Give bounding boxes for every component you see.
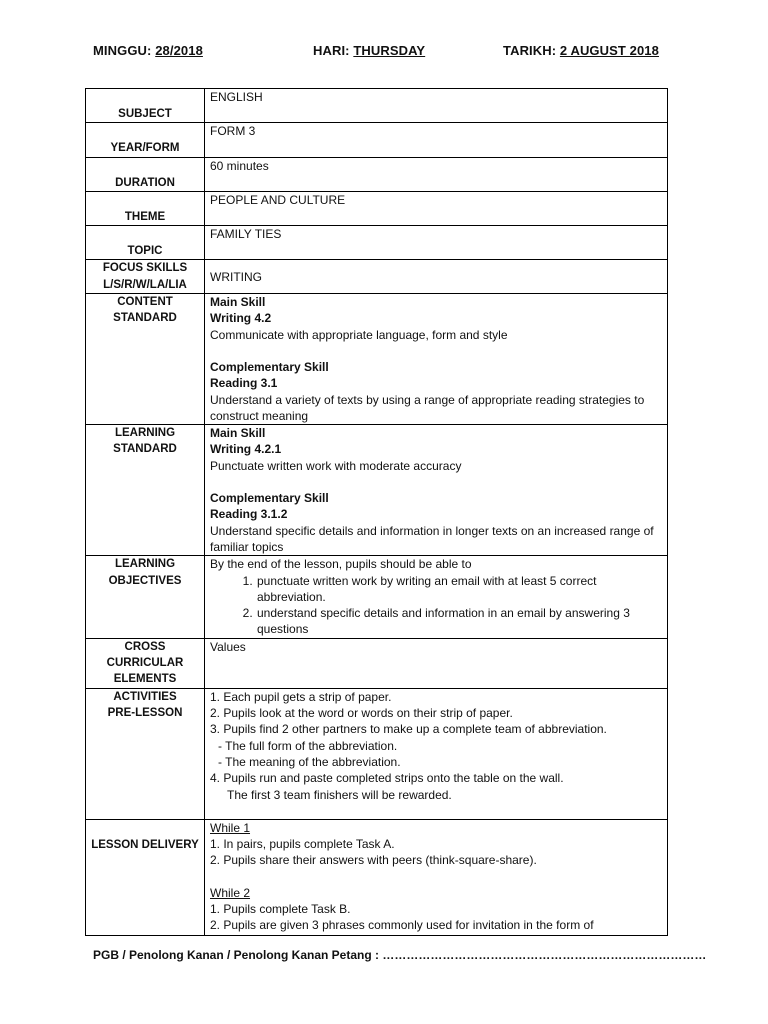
content-standard-cell	[205, 294, 668, 425]
learning-main-skill-title: Main Skill	[210, 426, 266, 441]
activity-line: 1. Each pupil gets a strip of paper.	[210, 689, 392, 704]
objective-item: 1. punctuate written work by writing an email with at least 5 correct abbreviation.	[256, 573, 663, 606]
learning-standard-label-line2: STANDARD	[113, 443, 177, 456]
header-minggu	[93, 43, 203, 58]
activities-label-cell	[86, 688, 205, 819]
duration-label: DURATION	[115, 176, 175, 189]
activity-subline: - The meaning of the abbreviation.	[218, 754, 401, 769]
theme-label-cell	[86, 191, 205, 225]
cross-curricular-value: Values	[205, 638, 668, 688]
cross-curricular-label-line1: CROSS	[124, 640, 166, 653]
content-main-skill-title: Main Skill	[210, 295, 266, 310]
lesson-plan-table	[85, 88, 668, 936]
subject-label-cell	[86, 89, 205, 123]
while2-title: While 2	[210, 885, 251, 900]
objectives-intro: By the end of the lesson, pupils should be able to	[210, 557, 472, 572]
cross-curricular-label-line3: ELEMENTS	[113, 673, 177, 686]
activity-line: 2. Pupils look at the word or words on their strip of paper.	[210, 706, 513, 721]
while1-title: While 1	[210, 820, 251, 835]
hari-label: HARI:	[313, 43, 350, 58]
learning-standard-label-line1: LEARNING	[114, 427, 176, 440]
row-duration	[86, 157, 668, 191]
year-form-label-cell	[86, 123, 205, 157]
learning-comp-skill-title: Complementary Skill	[210, 491, 329, 506]
focus-skills-label-line2: L/S/R/W/LA/LIA	[103, 278, 187, 291]
theme-value: PEOPLE AND CULTURE	[205, 191, 668, 225]
row-lesson-delivery	[86, 819, 668, 935]
row-learning-standard	[86, 425, 668, 556]
learning-objectives-cell	[205, 556, 668, 638]
row-subject	[86, 89, 668, 123]
learning-comp-skill-text: Understand specific details and information in longer texts on an increased range of familiar topics	[210, 523, 654, 554]
activities-label-line2: PRE-LESSON	[107, 707, 183, 720]
topic-value: FAMILY TIES	[205, 226, 668, 260]
tarikh-value: 2 AUGUST 2018	[559, 43, 659, 58]
learning-objectives-label-line2: OBJECTIVES	[108, 574, 182, 587]
signature-footer: PGB / Penolong Kanan / Penolong Kanan Petang : ………………………………………………………………………	[93, 948, 707, 962]
row-topic	[86, 226, 668, 260]
year-form-value: FORM 3	[205, 123, 668, 157]
while2-line: 1. Pupils complete Task B.	[210, 901, 351, 916]
lesson-delivery-label-cell	[86, 819, 205, 935]
learning-comp-skill-code: Reading 3.1.2	[210, 507, 288, 522]
header-hari	[313, 43, 425, 58]
content-comp-skill-code: Reading 3.1	[210, 376, 278, 391]
content-main-skill-text: Communicate with appropriate language, form and style	[210, 327, 508, 342]
minggu-label: MINGGU:	[93, 43, 152, 58]
learning-standard-cell	[205, 425, 668, 556]
activity-subline: The first 3 team finishers will be rewarded.	[227, 787, 452, 802]
topic-label: TOPIC	[127, 245, 163, 258]
row-focus-skills	[86, 260, 668, 294]
learning-standard-label-cell	[86, 425, 205, 556]
while1-line: 1. In pairs, pupils complete Task A.	[210, 837, 395, 852]
focus-skills-label-line1: FOCUS SKILLS	[102, 262, 188, 275]
content-standard-label-line2: STANDARD	[113, 312, 177, 325]
lesson-delivery-cell	[205, 819, 668, 935]
subject-label: SUBJECT	[118, 108, 172, 120]
while2-line: 2. Pupils are given 3 phrases commonly used for invitation in the form of	[210, 918, 594, 933]
content-comp-skill-title: Complementary Skill	[210, 359, 329, 374]
content-standard-label-cell	[86, 294, 205, 425]
activity-subline: - The full form of the abbreviation.	[218, 738, 398, 753]
content-standard-label-line1: CONTENT	[117, 296, 173, 309]
content-main-skill-code: Writing 4.2	[210, 311, 272, 326]
learning-main-skill-text: Punctuate written work with moderate accuracy	[210, 458, 462, 473]
row-learning-objectives	[86, 556, 668, 638]
activity-line: 3. Pupils find 2 other partners to make up a complete team of abbreviation.	[210, 722, 607, 737]
subject-value: ENGLISH	[205, 89, 668, 123]
objective-item: 2. understand specific details and information in an email by answering 3 questions	[256, 605, 663, 638]
minggu-value: 28/2018	[155, 43, 203, 58]
duration-label-cell	[86, 157, 205, 191]
content-comp-skill-text: Understand a variety of texts by using a range of appropriate reading strategies to construct meaning	[210, 392, 645, 423]
lesson-delivery-label: LESSON DELIVERY	[91, 838, 199, 851]
row-cross-curricular	[86, 638, 668, 688]
year-form-label: YEAR/FORM	[110, 142, 180, 155]
duration-value: 60 minutes	[205, 157, 668, 191]
row-year-form	[86, 123, 668, 157]
tarikh-label: TARIKH:	[503, 43, 557, 58]
objectives-list	[210, 573, 663, 638]
row-content-standard	[86, 294, 668, 425]
activities-cell	[205, 688, 668, 819]
learning-main-skill-code: Writing 4.2.1	[210, 442, 282, 457]
row-theme	[86, 191, 668, 225]
activities-label-line1: ACTIVITIES	[113, 690, 177, 703]
activity-line: 4. Pupils run and paste completed strips onto the table on the wall.	[210, 771, 564, 786]
topic-label-cell	[86, 226, 205, 260]
cross-curricular-label-line2: CURRICULAR	[106, 657, 184, 670]
row-activities	[86, 688, 668, 819]
while1-line: 2. Pupils share their answers with peers (think-square-share).	[210, 853, 537, 868]
header-tarikh	[503, 43, 659, 58]
learning-objectives-label-line1: LEARNING	[114, 558, 176, 571]
focus-skills-value: WRITING	[205, 260, 668, 294]
theme-label: THEME	[124, 210, 166, 223]
focus-skills-label-cell	[86, 260, 205, 294]
hari-value: THURSDAY	[353, 43, 426, 58]
cross-curricular-label-cell	[86, 638, 205, 688]
learning-objectives-label-cell	[86, 556, 205, 638]
